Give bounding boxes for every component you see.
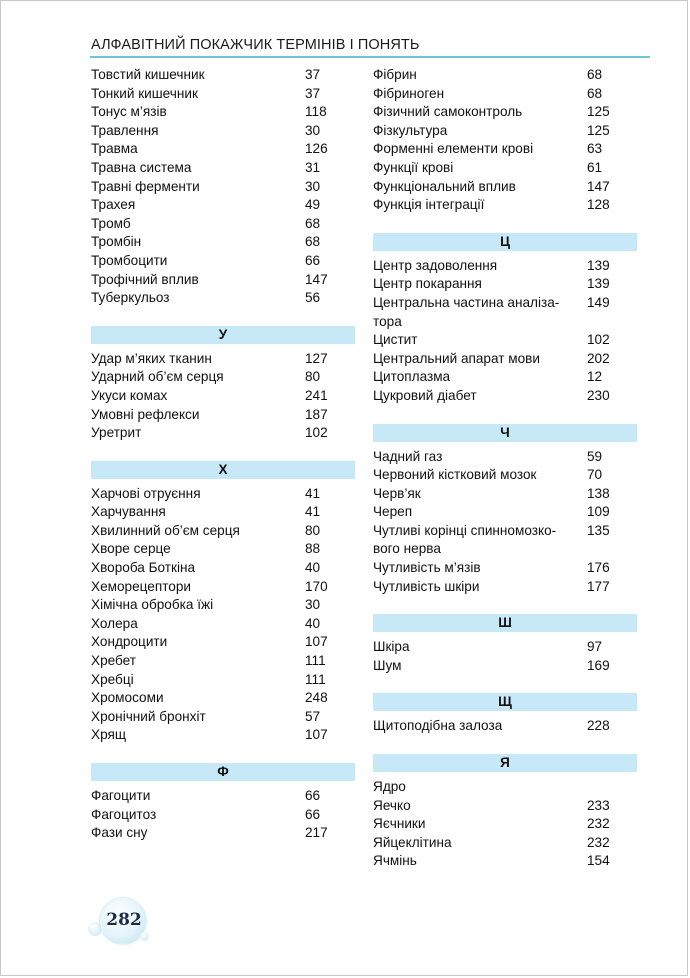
index-page-number: 12 (587, 369, 603, 385)
index-term: Туберкульоз (91, 290, 170, 306)
index-term: Яєчники (373, 816, 426, 832)
index-page-number: 139 (587, 257, 610, 273)
index-term: Умовні рефлекси (91, 406, 200, 422)
index-entry (91, 178, 355, 197)
index-entry (373, 350, 637, 369)
index-entry (91, 503, 355, 522)
index-entry (373, 657, 637, 676)
index-page-number: 170 (305, 578, 328, 594)
index-term: Хвилинний об’єм серця (91, 522, 240, 538)
index-entry (373, 503, 637, 522)
index-entry (91, 424, 355, 443)
index-page-number: 68 (305, 234, 321, 250)
index-entry (373, 159, 637, 178)
index-page-number: 40 (305, 560, 321, 576)
index-page-number: 70 (587, 467, 603, 483)
index-page-number: 30 (305, 122, 321, 138)
index-entry (91, 368, 355, 387)
letter-heading: Щ (373, 693, 637, 711)
index-page-number: 49 (305, 197, 321, 213)
index-term: Травлення (91, 122, 159, 138)
index-page-number: 128 (587, 197, 610, 213)
index-term: Трахея (91, 197, 136, 213)
index-term: Шум (373, 657, 402, 673)
index-term: Тромбін (91, 234, 142, 250)
index-entry (91, 787, 355, 806)
index-entry (373, 331, 637, 350)
index-term: Тромб (91, 215, 131, 231)
index-term: Червоний кістковий мозок (373, 467, 537, 483)
index-term: Фібрин (373, 67, 417, 82)
index-term: Удар м’яких тканин (91, 350, 212, 366)
index-page-number: 154 (587, 853, 610, 869)
page-number-badge (88, 896, 158, 946)
index-page-number: 228 (587, 718, 610, 734)
index-entry (91, 252, 355, 271)
index-page-number: 111 (305, 653, 326, 669)
index-page-number: 102 (305, 425, 328, 441)
index-page-number: 169 (587, 657, 610, 673)
index-entry (91, 289, 355, 308)
index-page-number: 80 (305, 522, 321, 538)
index-term: Чутливість м’язів (373, 560, 481, 576)
index-term: Хвороба Боткіна (91, 560, 196, 576)
index-entry (91, 85, 355, 104)
index-entry (91, 103, 355, 122)
index-entry (91, 578, 355, 597)
index-term: Ядро (373, 779, 406, 795)
index-entry (373, 85, 637, 104)
index-term: Тонкий кишечник (91, 85, 198, 101)
index-page-number: 125 (587, 104, 610, 120)
index-term: Холера (91, 615, 138, 631)
index-term: Хеморецептори (91, 578, 191, 594)
index-term: Травні ферменти (91, 178, 200, 194)
index-term: Функціональний вплив (373, 178, 516, 194)
index-page-number: 66 (305, 252, 321, 268)
index-entry (373, 522, 637, 559)
index-term: Хребет (91, 653, 137, 669)
index-entry (91, 196, 355, 215)
index-entry (91, 540, 355, 559)
index-page-number: 102 (587, 332, 610, 348)
index-entry (91, 559, 355, 578)
index-entry (91, 66, 355, 85)
letter-heading: У (91, 326, 355, 344)
index-page-number: 107 (305, 634, 328, 650)
index-term: Тонус м’язів (91, 104, 167, 120)
index-page-number: 41 (305, 504, 321, 520)
index-term: Черв’як (373, 485, 421, 501)
index-entry (91, 689, 355, 708)
index-page-number: 31 (305, 159, 321, 175)
index-entry (91, 708, 355, 727)
index-entry (91, 726, 355, 745)
index-entry (91, 140, 355, 159)
index-entry (373, 638, 637, 657)
index-page-number: 241 (305, 387, 328, 403)
index-term: Цистит (373, 332, 418, 348)
index-term: Травма (91, 141, 138, 157)
index-term: Фізичний самоконтроль (373, 104, 523, 120)
index-term: Фази сну (91, 825, 148, 841)
index-page-number: 66 (305, 788, 321, 803)
index-page-number: 135 (587, 522, 610, 538)
index-term: Шкіра (373, 639, 410, 655)
index-term: Яечко (373, 797, 411, 813)
letter-heading: Х (91, 461, 355, 479)
index-page-number: 232 (587, 834, 610, 850)
index-page-number: 68 (587, 67, 603, 82)
index-entry (91, 522, 355, 541)
index-entry (91, 806, 355, 825)
index-column-right (373, 66, 637, 871)
index-entry (91, 387, 355, 406)
index-page-number: 40 (305, 615, 321, 631)
index-page-number: 37 (305, 67, 321, 82)
index-page-number: 138 (587, 485, 610, 501)
index-entry (373, 275, 637, 294)
index-term: Ударний об’єм серця (91, 369, 224, 385)
index-page-number: 125 (587, 122, 610, 138)
index-page-number: 41 (305, 485, 321, 501)
decorative-bubble (140, 932, 149, 941)
index-term: Хромосоми (91, 690, 164, 706)
index-entry (373, 852, 637, 871)
index-page-number: 248 (305, 690, 328, 706)
index-entry (373, 797, 637, 816)
index-term: Центральний апарат мови (373, 350, 540, 366)
index-term: Центральна частина аналіза- тора (373, 294, 560, 329)
index-page-number: 59 (587, 448, 603, 464)
index-entry (373, 140, 637, 159)
index-term: Хрящ (91, 727, 127, 743)
index-page-number: 63 (587, 141, 603, 157)
letter-heading: Ф (91, 763, 355, 781)
index-term: Фібриноген (373, 85, 445, 101)
index-entry (373, 485, 637, 504)
index-term: Хронічний бронхіт (91, 708, 206, 724)
index-entry (373, 294, 637, 331)
index-page-number: 37 (305, 85, 321, 101)
index-entry (373, 834, 637, 853)
index-term: Фагоцитоз (91, 806, 157, 822)
index-entry (91, 233, 355, 252)
index-term: Функція інтеграції (373, 197, 485, 213)
index-entry (91, 824, 355, 843)
index-page-number: 111 (305, 671, 326, 687)
index-entry (91, 671, 355, 690)
page-title: АЛФАВІТНИЙ ПОКАЖЧИК ТЕРМІНІВ І ПОНЯТЬ (91, 37, 420, 53)
index-entry (91, 215, 355, 234)
index-page-number: 202 (587, 350, 610, 366)
letter-heading: Я (373, 754, 637, 772)
index-entry (373, 196, 637, 215)
index-page-number: 66 (305, 806, 321, 822)
index-page-number: 88 (305, 541, 321, 557)
index-entry (373, 368, 637, 387)
index-entry (91, 615, 355, 634)
index-term: Чутливі корінці спинномозко- вого нерва (373, 522, 557, 557)
index-page-number: 61 (587, 159, 603, 175)
index-term: Трофічний вплив (91, 271, 199, 287)
index-page-number: 57 (305, 708, 321, 724)
index-page-number: 149 (587, 294, 610, 310)
index-page-number: 107 (305, 727, 328, 743)
index-entry (373, 66, 637, 85)
index-entry (91, 271, 355, 290)
index-column-left (91, 66, 355, 843)
index-term: Уретрит (91, 425, 142, 441)
index-page-number: 176 (587, 560, 610, 576)
letter-heading: Ш (373, 614, 637, 632)
index-entry (373, 448, 637, 467)
index-page-number: 56 (305, 290, 321, 306)
index-term: Харчові отруєння (91, 485, 201, 501)
index-page-number: 232 (587, 816, 610, 832)
index-term: Укуси комах (91, 387, 168, 403)
index-page-number: 68 (305, 215, 321, 231)
index-term: Чутливість шкіри (373, 578, 480, 594)
index-term: Форменні елементи крові (373, 141, 534, 157)
index-page-number: 118 (305, 104, 327, 120)
index-term: Харчування (91, 504, 166, 520)
index-entry (373, 466, 637, 485)
header-rule (90, 56, 650, 58)
index-entry (373, 717, 637, 736)
letter-heading: Ч (373, 424, 637, 442)
index-term: Цукровий діабет (373, 387, 477, 403)
index-page-number: 126 (305, 141, 328, 157)
index-term: Хворе серце (91, 541, 171, 557)
index-term: Ячмінь (373, 853, 417, 869)
index-page-number: 127 (305, 350, 328, 366)
index-entry (373, 815, 637, 834)
index-term: Фізкультура (373, 122, 448, 138)
index-page-number: 187 (305, 406, 328, 422)
index-entry (373, 578, 637, 597)
index-page-number: 30 (305, 178, 321, 194)
index-page-number: 68 (587, 85, 603, 101)
index-entry (91, 122, 355, 141)
index-page-number: 109 (587, 504, 610, 520)
page-number: 282 (106, 910, 142, 930)
index-entry (91, 406, 355, 425)
index-term: Чадний газ (373, 448, 443, 464)
index-page-number: 177 (587, 578, 610, 594)
index-page-number: 30 (305, 597, 321, 613)
index-entry (373, 257, 637, 276)
index-entry (373, 387, 637, 406)
index-entry (373, 122, 637, 141)
index-entry (373, 559, 637, 578)
index-page-number: 230 (587, 387, 610, 403)
index-entry (91, 350, 355, 369)
index-term: Тромбоцити (91, 252, 168, 268)
index-entry (91, 596, 355, 615)
index-entry (373, 103, 637, 122)
index-term: Центр задоволення (373, 257, 498, 273)
index-term: Центр покарання (373, 276, 482, 292)
index-term: Хімічна обробка їжі (91, 597, 214, 613)
index-entry (91, 485, 355, 504)
index-page-number: 139 (587, 276, 610, 292)
index-term: Яйцеклітина (373, 834, 452, 850)
index-term: Товстий кишечник (91, 67, 205, 82)
index-term: Хребці (91, 671, 134, 687)
index-page-number: 97 (587, 639, 603, 655)
index-entry (91, 633, 355, 652)
index-term: Череп (373, 504, 413, 520)
index-entry (91, 652, 355, 671)
letter-heading: Ц (373, 233, 637, 251)
index-page-number: 233 (587, 797, 610, 813)
index-term: Хондроцити (91, 634, 168, 650)
index-page-number: 147 (305, 271, 328, 287)
index-page-number: 80 (305, 369, 321, 385)
index-term: Функції крові (373, 159, 454, 175)
index-term: Травна система (91, 159, 192, 175)
index-term: Цитоплазма (373, 369, 451, 385)
index-entry (373, 778, 637, 797)
index-term: Щитоподібна залоза (373, 718, 503, 734)
index-page-number: 147 (587, 178, 610, 194)
index-page-number: 217 (305, 825, 328, 841)
index-entry (91, 159, 355, 178)
index-term: Фагоцити (91, 788, 151, 803)
index-entry (373, 178, 637, 197)
